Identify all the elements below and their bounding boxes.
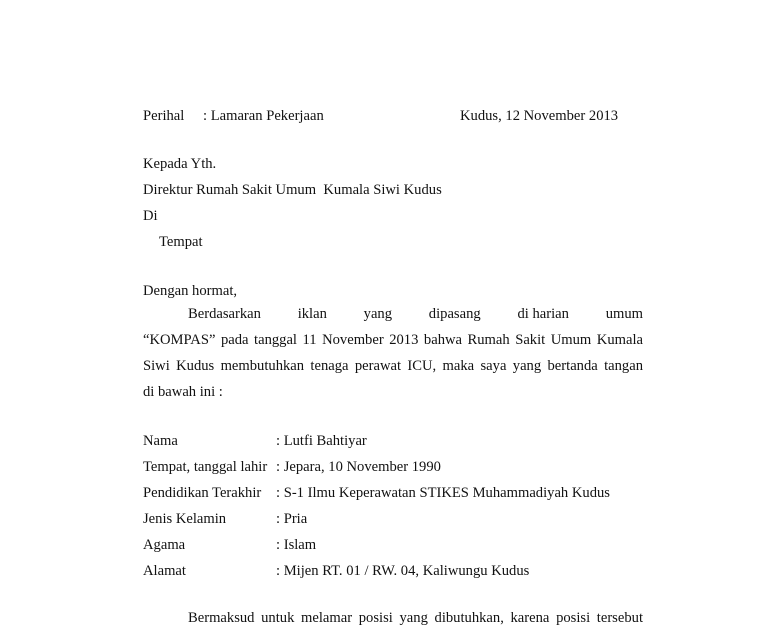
identity-value: : Pria <box>276 511 308 527</box>
identity-label: Alamat <box>143 563 186 579</box>
place-date: Kudus, 12 November 2013 <box>460 108 619 124</box>
recipient-greeting: Kepada Yth. <box>143 156 217 172</box>
paragraph1-line3: Siwi Kudus membutuhkan tenaga perawat ICU, maka saya yang bertanda tangan <box>143 358 643 374</box>
paragraph1-word: yang <box>363 306 393 322</box>
identity-label: Pendidikan Terakhir <box>143 485 262 501</box>
paragraph1-word: iklan <box>297 306 327 322</box>
subject-label: Perihal <box>143 108 185 124</box>
identity-value: : S-1 Ilmu Keperawatan STIKES Muhammadiyah Kudus <box>276 485 610 501</box>
identity-label: Agama <box>143 537 186 553</box>
paragraph1-word: dipasang <box>428 306 481 322</box>
identity-value: : Islam <box>276 537 317 553</box>
salutation: Dengan hormat, <box>143 283 238 299</box>
subject-value: : Lamaran Pekerjaan <box>203 108 324 124</box>
recipient-name: Direktur Rumah Sakit Umum Kumala Siwi Kudus <box>143 182 442 198</box>
identity-value: : Mijen RT. 01 / RW. 04, Kaliwungu Kudus <box>276 563 530 579</box>
recipient-di: Di <box>143 208 158 224</box>
paragraph1-line4: di bawah ini : <box>143 384 223 400</box>
identity-label: Jenis Kelamin <box>143 511 227 527</box>
identity-label: Tempat, tanggal lahir <box>143 459 268 475</box>
identity-label: Nama <box>143 433 178 449</box>
identity-value: : Lutfi Bahtiyar <box>276 433 367 449</box>
paragraph1-word: umum <box>605 306 643 322</box>
paragraph2-line1: Bermaksud untuk melamar posisi yang dibutuhkan, karena posisi tersebut <box>188 610 643 626</box>
paragraph1-word: di harian <box>517 306 569 322</box>
recipient-tempat: Tempat <box>159 234 203 250</box>
paragraph1-line1 <box>188 305 643 323</box>
paragraph1-line2: “KOMPAS” pada tanggal 11 November 2013 bahwa Rumah Sakit Umum Kumala <box>143 332 643 348</box>
paragraph1-word: Berdasarkan <box>188 306 261 322</box>
identity-value: : Jepara, 10 November 1990 <box>276 459 441 475</box>
